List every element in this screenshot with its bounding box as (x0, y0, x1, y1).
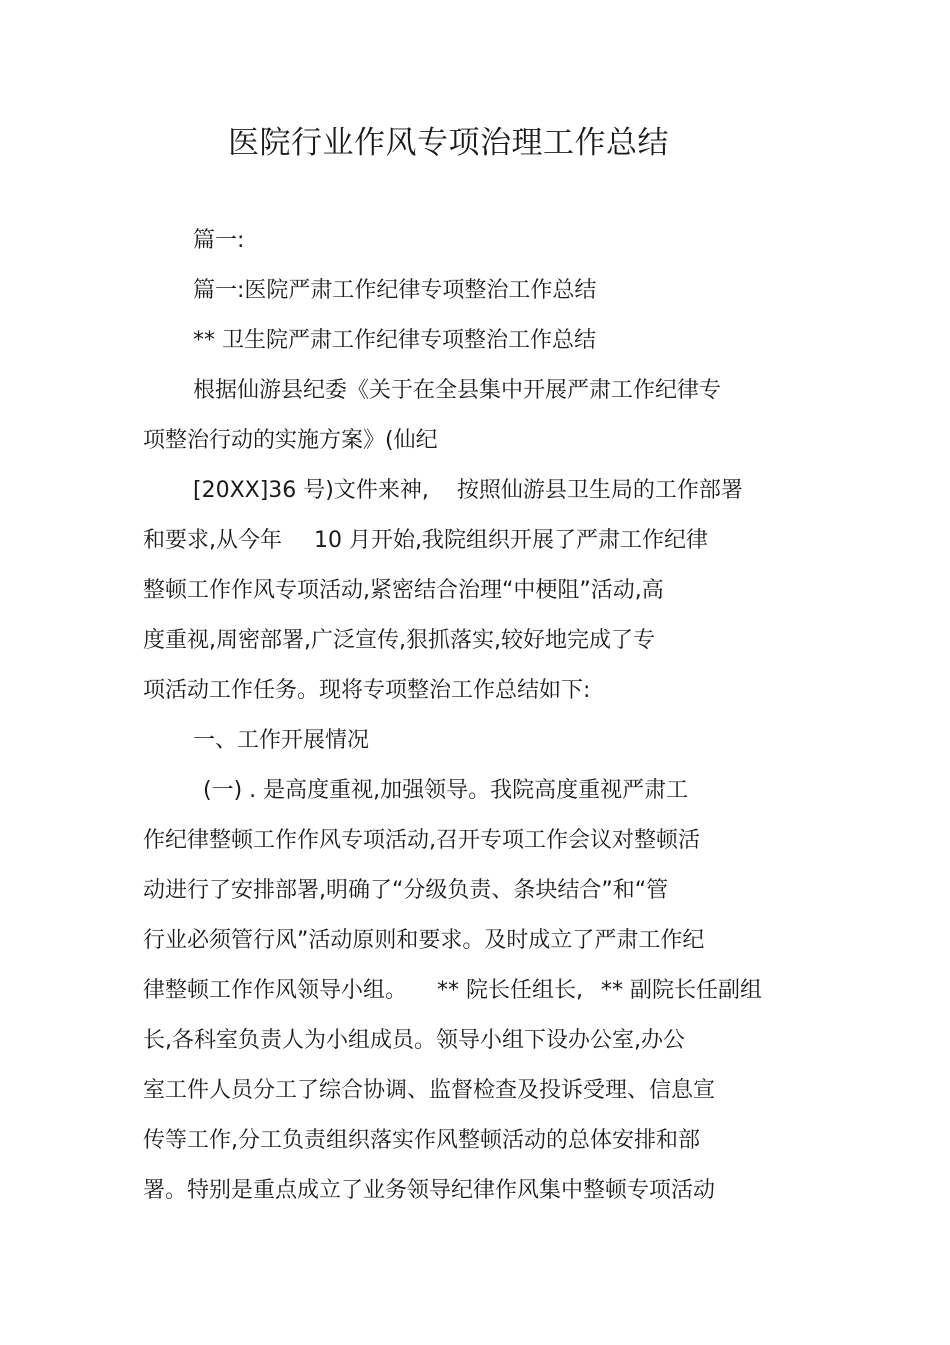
body-fragment: [20XX]36 号)文件来神, (193, 478, 429, 503)
body-fragment: 律整顿工作作风领导小组。 (143, 978, 408, 1003)
document-title: 医院行业作风专项治理工作总结 (228, 125, 669, 161)
body-line: 署。特别是重点成立了业务领导纪律作风集中整顿专项活动 (143, 1178, 716, 1203)
section-label: 篇一: (193, 228, 245, 253)
body-line: 项整治行动的实施方案》(仙纪 (143, 428, 438, 453)
body-line (143, 526, 708, 556)
body-line: 行业必须管行风”活动原则和要求。及时成立了严肃工作纪 (143, 928, 705, 953)
body-fragment: 按照仙游县卫生局的工作部署 (456, 478, 743, 503)
body-line: 作纪律整顿工作作风专项活动,召开专项工作会议对整顿活 (143, 828, 700, 853)
body-line: 项活动工作任务。现将专项整治工作总结如下: (143, 678, 591, 703)
body-line: 整顿工作作风专项活动,紧密结合治理“中梗阻”活动,高 (143, 578, 664, 603)
body-line (143, 976, 762, 1006)
section-heading: 篇一:医院严肃工作纪律专项整治工作总结 (193, 278, 597, 303)
body-fragment: 10 月开始,我院组织开展了严肃工作纪律 (314, 528, 708, 553)
body-line: 度重视,周密部署,广泛宣传,狠抓落实,较好地完成了专 (143, 628, 655, 653)
body-fragment: ** 院长任组长, (437, 978, 584, 1003)
body-line: 动进行了安排部署,明确了“分级负责、条块结合”和“管 (143, 878, 669, 903)
body-line: 室工件人员分工了综合协调、监督检查及投诉受理、信息宣 (143, 1078, 716, 1103)
body-fragment: 和要求,从今年 (143, 528, 282, 553)
body-line: (一) . 是高度重视,加强领导。我院高度重视严肃工 (203, 778, 689, 803)
section-subheading: 一、工作开展情况 (193, 728, 370, 753)
body-line (193, 476, 743, 506)
body-line: 传等工作,分工负责组织落实作风整顿活动的总体安排和部 (143, 1128, 700, 1153)
body-line: 根据仙游县纪委《关于在全县集中开展严肃工作纪律专 (193, 378, 722, 403)
body-fragment: ** 副院长任副组 (601, 978, 763, 1003)
subtitle-line: ** 卫生院严肃工作纪律专项整治工作总结 (193, 328, 596, 353)
body-line: 长,各科室负责人为小组成员。领导小组下设办公室,办公 (143, 1028, 685, 1053)
